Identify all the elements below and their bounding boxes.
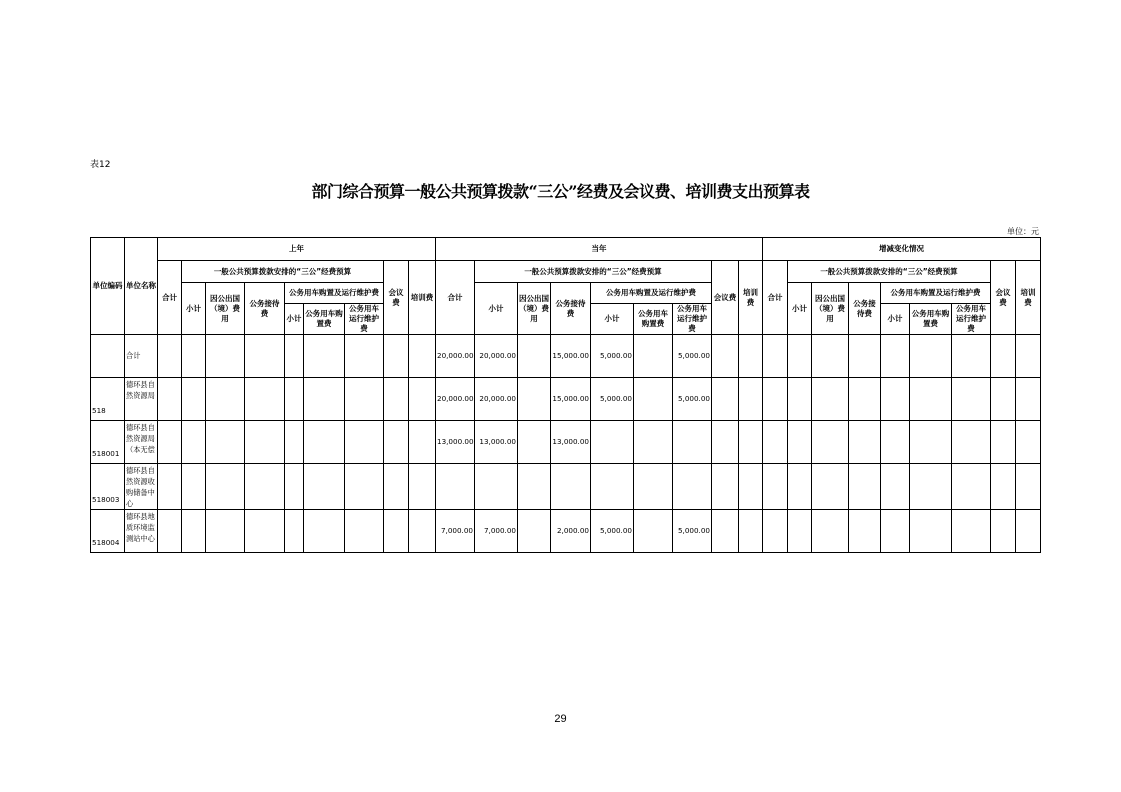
header-row-2 xyxy=(91,261,1041,283)
cur-reception-cell: 15,000.00 xyxy=(551,378,591,421)
col-vehicle-purchase: 公务用车购置费 xyxy=(634,304,673,335)
col-vehicle: 公务用车购置及运行维护费 xyxy=(285,283,384,304)
budget-table xyxy=(90,237,1041,553)
col-meeting: 会议费 xyxy=(384,261,409,335)
cur-vehicle-maintain-cell xyxy=(673,421,712,464)
header-row-1 xyxy=(91,238,1041,261)
col-vehicle-subtotal: 小计 xyxy=(285,304,304,335)
cur-subtotal-cell: 13,000.00 xyxy=(475,421,518,464)
col-reception: 公务接待费 xyxy=(245,283,285,335)
cur-total-cell: 20,000.00 xyxy=(436,378,475,421)
page-number: 29 xyxy=(554,713,567,725)
col-vehicle: 公务用车购置及运行维护费 xyxy=(881,283,991,304)
col-total: 合计 xyxy=(158,261,182,335)
cur-subtotal-cell: 20,000.00 xyxy=(475,335,518,378)
cur-vehicle-maintain-cell: 5,000.00 xyxy=(673,378,712,421)
table-row xyxy=(91,421,1041,464)
col-abroad: 因公出国（境）费用 xyxy=(206,283,245,335)
col-training: 培训费 xyxy=(1016,261,1041,335)
col-vehicle-purchase: 公务用车购置费 xyxy=(304,304,345,335)
cur-subtotal-cell: 20,000.00 xyxy=(475,378,518,421)
cur-vehicle-subtotal-cell xyxy=(591,421,634,464)
table-row xyxy=(91,510,1041,553)
unit-code-cell: 518001 xyxy=(91,421,125,464)
col-subtotal: 小计 xyxy=(475,283,518,335)
page-title: 部门综合预算一般公共预算拨款“三公”经费及会议费、培训费支出预算表 xyxy=(311,182,810,201)
col-subtotal: 小计 xyxy=(182,283,206,335)
cur-vehicle-subtotal-cell: 5,000.00 xyxy=(591,335,634,378)
unit-name-cell: 合计 xyxy=(125,335,158,378)
unit-label: 单位：元 xyxy=(1007,227,1039,236)
cur-reception-cell xyxy=(551,464,591,510)
col-subtotal: 小计 xyxy=(788,283,812,335)
col-meeting: 会议费 xyxy=(712,261,739,335)
cur-vehicle-subtotal-cell: 5,000.00 xyxy=(591,510,634,553)
col-total: 合计 xyxy=(763,261,788,335)
col-total: 合计 xyxy=(436,261,475,335)
unit-name-cell: 德环县自然资源局 xyxy=(125,378,158,421)
group-change: 增减变化情况 xyxy=(763,238,1041,261)
cur-vehicle-maintain-cell: 5,000.00 xyxy=(673,335,712,378)
header-row-3 xyxy=(91,283,1041,304)
col-vehicle-purchase: 公务用车购置费 xyxy=(910,304,952,335)
col-unit-code: 单位编码 xyxy=(91,238,125,335)
unit-code-cell: 518004 xyxy=(91,510,125,553)
col-vehicle-maintain: 公务用车运行维护费 xyxy=(952,304,991,335)
col-vehicle-maintain: 公务用车运行维护费 xyxy=(673,304,712,335)
unit-name-cell: 德环县自然资源局（本无偿 xyxy=(125,421,158,464)
cur-subtotal-cell xyxy=(475,464,518,510)
unit-code-cell xyxy=(91,335,125,378)
unit-code-cell: 518 xyxy=(91,378,125,421)
cur-reception-cell: 13,000.00 xyxy=(551,421,591,464)
col-unit-name: 单位名称 xyxy=(125,238,158,335)
col-abroad: 因公出国（境）费用 xyxy=(812,283,849,335)
cur-reception-cell: 2,000.00 xyxy=(551,510,591,553)
col-meeting: 会议费 xyxy=(991,261,1016,335)
cur-subtotal-cell: 7,000.00 xyxy=(475,510,518,553)
col-abroad: 因公出国（境）费用 xyxy=(518,283,551,335)
table-row xyxy=(91,378,1041,421)
unit-code-cell: 518003 xyxy=(91,464,125,510)
col-vehicle-subtotal: 小计 xyxy=(881,304,910,335)
subgroup-three-public: 一般公共预算拨款安排的“三公”经费预算 xyxy=(788,261,991,283)
group-prev-year: 上年 xyxy=(158,238,436,261)
cur-vehicle-subtotal-cell: 5,000.00 xyxy=(591,378,634,421)
table-row xyxy=(91,335,1041,378)
unit-name-cell: 德环县地质环境监测站中心 xyxy=(125,510,158,553)
cur-vehicle-maintain-cell xyxy=(673,464,712,510)
table-row xyxy=(91,464,1041,510)
col-training: 培训费 xyxy=(409,261,436,335)
cur-reception-cell: 15,000.00 xyxy=(551,335,591,378)
col-vehicle-maintain: 公务用车运行维护费 xyxy=(345,304,384,335)
subgroup-three-public: 一般公共预算拨款安排的“三公”经费预算 xyxy=(475,261,712,283)
subgroup-three-public: 一般公共预算拨款安排的“三公”经费预算 xyxy=(182,261,384,283)
cur-total-cell: 20,000.00 xyxy=(436,335,475,378)
col-vehicle-subtotal: 小计 xyxy=(591,304,634,335)
cur-total-cell xyxy=(436,464,475,510)
cur-total-cell: 13,000.00 xyxy=(436,421,475,464)
unit-name-cell: 德环县自然资源收购储备中心 xyxy=(125,464,158,510)
cur-total-cell: 7,000.00 xyxy=(436,510,475,553)
col-reception: 公务接待费 xyxy=(849,283,881,335)
cur-vehicle-subtotal-cell xyxy=(591,464,634,510)
cur-vehicle-maintain-cell: 5,000.00 xyxy=(673,510,712,553)
col-training: 培训费 xyxy=(739,261,763,335)
col-vehicle: 公务用车购置及运行维护费 xyxy=(591,283,712,304)
table-number: 表12 xyxy=(90,160,111,170)
group-current-year: 当年 xyxy=(436,238,763,261)
col-reception: 公务接待费 xyxy=(551,283,591,335)
